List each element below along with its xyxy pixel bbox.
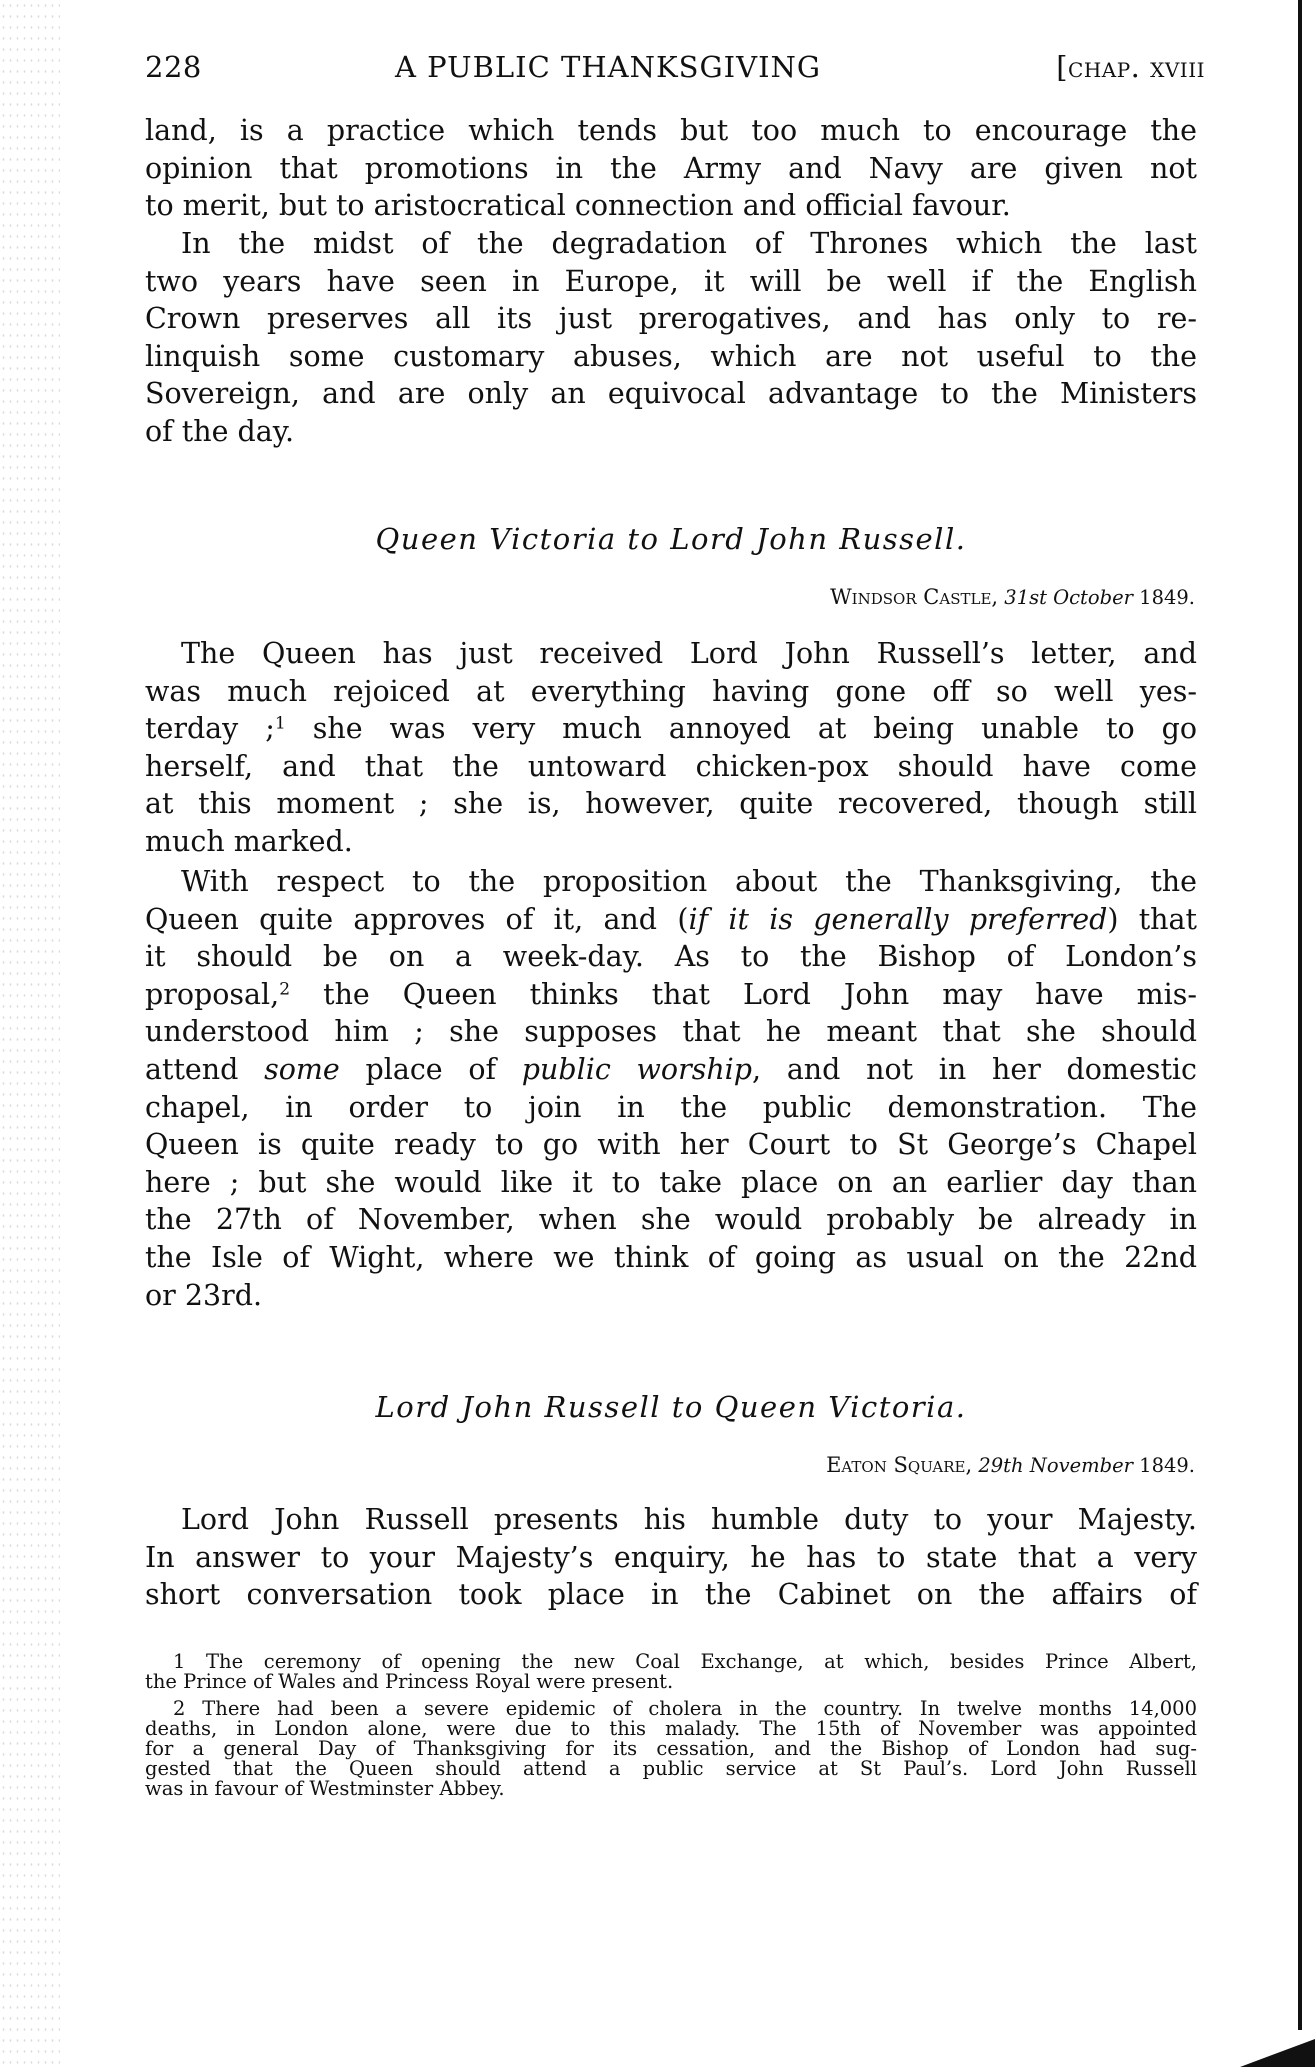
dateline-year: 1849. [1139, 1454, 1195, 1477]
text-line: Crown preserves all its just prerogatives, and has only to re- [145, 302, 1197, 336]
text-line: Sovereign, and are only an equivocal advantage to the Ministers [145, 377, 1197, 411]
text-line: to merit, but to aristocratical connection and official favour. [145, 189, 1011, 223]
text-line: it should be on a week-day. As to the Bishop of London’s [145, 940, 1197, 974]
text-line: In answer to your Majesty’s enquiry, he has to state that a very [145, 1540, 1197, 1574]
text-line [145, 976, 1197, 1014]
italic-run: public worship [521, 1052, 753, 1086]
text-line: gested that the Queen should attend a public service at St Paul’s. Lord John Russell [145, 1757, 1197, 1780]
text-line: Lord John Russell presents his humble duty to your Majesty. [181, 1503, 1197, 1536]
text-line: was much rejoiced at everything having gone off so well yes- [145, 674, 1197, 708]
text-line: The Queen has just received Lord John Russell’s letter, and [181, 637, 1197, 670]
text-line: linquish some customary abuses, which are not useful to the [145, 339, 1197, 373]
letter2-dateline [826, 1453, 1195, 1477]
italic-run: if it is generally preferred [688, 902, 1108, 936]
thrones-paragraph [145, 225, 1197, 451]
dateline-place: Windsor Castle, [830, 585, 999, 609]
letter1-paragraph1 [145, 635, 1197, 861]
text-line: opinion that promotions in the Army and Navy are given not [145, 151, 1197, 185]
text-run: she was very much annoyed at being unable to go [285, 712, 1197, 746]
text-line: much marked. [145, 824, 353, 858]
letter2-paragraph1 [145, 1501, 1197, 1614]
running-title: A PUBLIC THANKSGIVING [395, 50, 822, 84]
text-line [145, 1652, 1197, 1672]
footnote-marker: 2 [173, 1697, 186, 1720]
dateline-year: 1849. [1139, 586, 1195, 609]
footnote-ref-2[interactable]: 2 [279, 979, 291, 1000]
text-run: proposal, [145, 977, 280, 1011]
text-line [145, 901, 1197, 939]
footnote-1 [145, 1652, 1197, 1692]
text-line: here ; but she would like it to take place on an earlier day than [145, 1165, 1197, 1199]
text-run: The ceremony of opening the new Coal Exchange, at which, besides Prince Albert, [185, 1650, 1197, 1673]
text-run: Queen quite approves of it, and ( [145, 902, 689, 936]
text-line: Queen is quite ready to go with her Court to St George’s Chapel [145, 1128, 1197, 1162]
text-line [145, 710, 1197, 748]
footnote-marker: 1 [173, 1650, 186, 1673]
text-run: place of [339, 1052, 522, 1086]
text-line: at this moment ; she is, however, quite recovered, though still [145, 787, 1197, 821]
text-run: , and not in her domestic [752, 1052, 1197, 1086]
dateline-day: 29th [978, 1454, 1024, 1477]
letter1-paragraph2 [145, 863, 1197, 1314]
text-run: There had been a severe epidemic of cholera in the country. In twelve months 14,000 [185, 1697, 1197, 1720]
text-run: terday ; [145, 712, 275, 746]
page-right-border [1298, 0, 1302, 2030]
text-line: the Isle of Wight, where we think of going as usual on the 22nd [145, 1240, 1197, 1274]
chapter-label: [chap. xviii [1056, 50, 1205, 84]
running-header [145, 50, 1205, 94]
text-line: of the day. [145, 414, 295, 448]
text-line: land, is a practice which tends but too much to encourage the [145, 114, 1197, 147]
text-line: herself, and that the untoward chicken-pox should have come [145, 749, 1197, 783]
footnote-ref-1[interactable]: 1 [274, 713, 286, 734]
text-line: the 27th of November, when she would probably be already in [145, 1203, 1197, 1237]
text-line: understood him ; she supposes that he meant that she should [145, 1015, 1197, 1049]
text-line: was in favour of Westminster Abbey. [145, 1777, 505, 1800]
dateline-month: November [1029, 1454, 1133, 1477]
text-line: In the midst of the degradation of Thrones which the last [181, 227, 1197, 260]
italic-run: some [264, 1052, 340, 1086]
text-run: attend [145, 1052, 265, 1086]
text-line: or 23rd. [145, 1278, 263, 1312]
text-line: for a general Day of Thanksgiving for its cessation, and the Bishop of London had sug- [145, 1737, 1197, 1760]
letter2-salutation: Lord John Russell to Queen Victoria. [375, 1390, 967, 1424]
page-corner-shadow [1240, 2039, 1315, 2067]
letter1-dateline [830, 585, 1195, 609]
dateline-place: Eaton Square, [826, 1453, 973, 1477]
text-line: short conversation took place in the Cabinet on the affairs of [145, 1578, 1197, 1612]
footnote-2 [145, 1699, 1197, 1799]
text-line: two years have seen in Europe, it will be well if the English [145, 264, 1197, 298]
letter1-salutation: Queen Victoria to Lord John Russell. [375, 522, 967, 556]
page-edge-speckle [0, 0, 60, 2067]
text-line [145, 1051, 1197, 1089]
text-line: the Prince of Wales and Princess Royal were present. [145, 1670, 674, 1693]
dateline-day: 31st [1004, 586, 1047, 609]
text-run: the Queen thinks that Lord John may have mis- [290, 977, 1197, 1011]
text-run: ) that [1107, 902, 1197, 936]
text-line: With respect to the proposition about the Thanksgiving, the [181, 865, 1197, 898]
text-line [145, 1699, 1197, 1719]
text-line: deaths, in London alone, were due to this malady. The 15th of November was appointed [145, 1717, 1197, 1740]
text-line: chapel, in order to join in the public demonstration. The [145, 1090, 1197, 1124]
dateline-month: October [1053, 586, 1133, 609]
page-number: 228 [145, 50, 202, 84]
continuation-paragraph [145, 112, 1197, 225]
